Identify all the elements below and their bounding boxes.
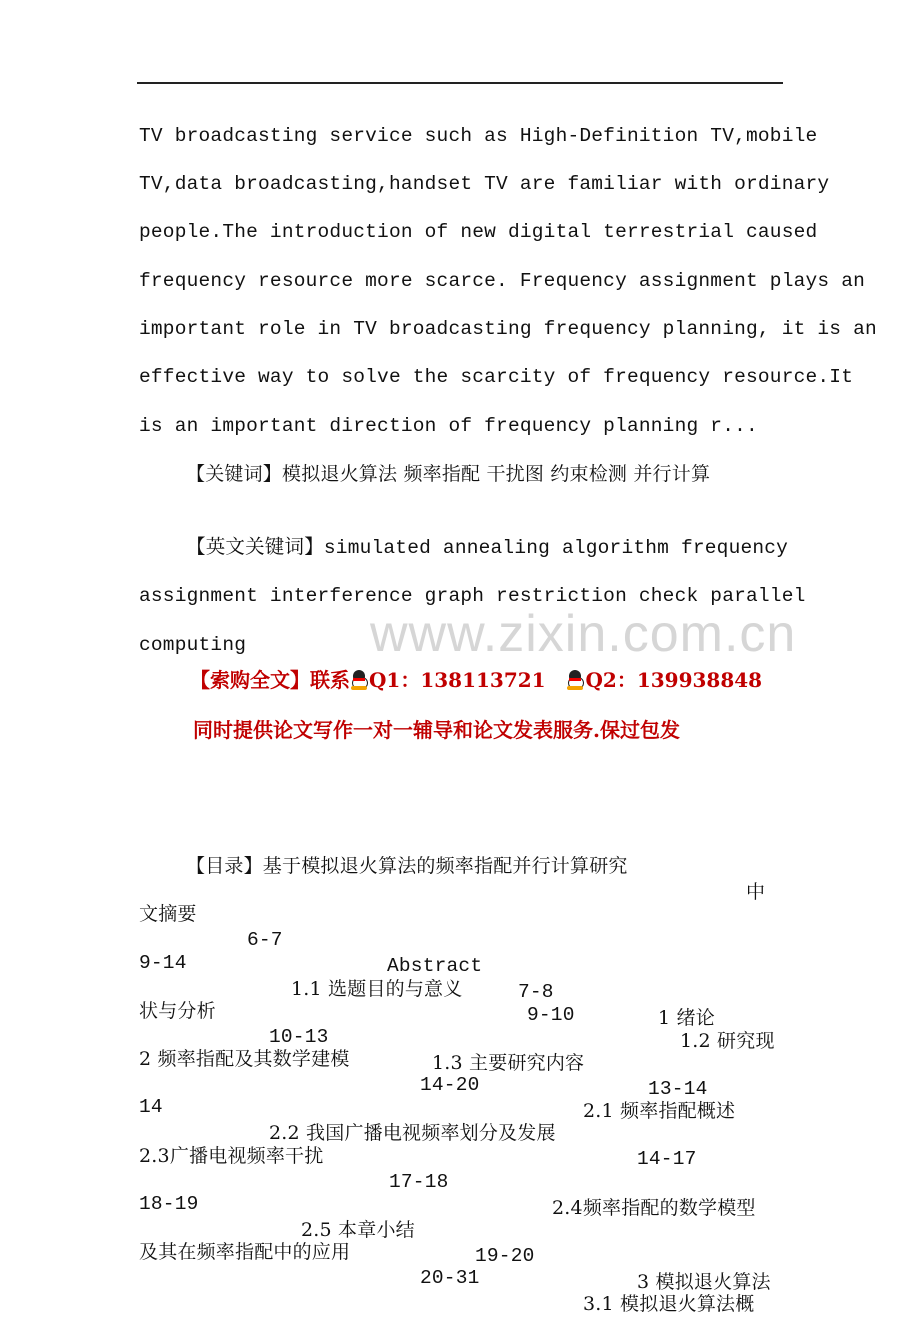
toc-entry: 3 模拟退火算法 xyxy=(637,1271,771,1293)
toc-entry: 1.2 研究现 xyxy=(680,1030,775,1052)
toc-entry: 2 频率指配及其数学建模 xyxy=(139,1048,350,1070)
keywords-line: 【关键词】模拟退火算法 频率指配 干扰图 约束检测 并行计算 xyxy=(186,463,711,485)
toc-page: 13-14 xyxy=(648,1078,708,1100)
toc-page: 14-20 xyxy=(420,1074,480,1096)
toc-page: 7-8 xyxy=(518,981,554,1003)
toc-entry: 文摘要 xyxy=(139,903,197,925)
toc-entry: 【目录】基于模拟退火算法的频率指配并行计算研究 xyxy=(186,855,628,877)
qq-penguin-icon xyxy=(566,670,584,690)
contact-service: 同时提供论文写作一对一辅导和论文发表服务.保过包发 xyxy=(193,718,680,742)
toc-entry: 3.1 模拟退火算法概 xyxy=(583,1293,755,1315)
toc-entry: 2.2 我国广播电视频率划分及发展 xyxy=(269,1122,556,1144)
toc-page: 14 xyxy=(139,1096,163,1118)
abstract-line: frequency resource more scarce. Frequency assignment plays an xyxy=(139,270,866,292)
header-rule xyxy=(137,82,783,84)
toc-entry: 1.3 主要研究内容 xyxy=(432,1052,585,1074)
en-keywords-line: computing xyxy=(139,634,247,656)
toc-page: 20-31 xyxy=(420,1267,480,1289)
toc-entry: Abstract xyxy=(387,955,483,977)
toc-page: 17-18 xyxy=(389,1171,449,1193)
contact-qq1[interactable]: Q1：138113721 xyxy=(369,668,546,692)
toc-entry: 2.1 频率指配概述 xyxy=(583,1100,736,1122)
contact-prefix: 【索购全文】联系 xyxy=(190,668,350,692)
toc-entry: 1.1 选题目的与意义 xyxy=(291,978,463,1000)
abstract-line: TV,data broadcasting,handset TV are familiar with ordinary xyxy=(139,173,830,195)
toc-page: 19-20 xyxy=(475,1245,535,1267)
toc-entry: 中 xyxy=(746,881,766,903)
toc-page: 9-14 xyxy=(139,952,187,974)
toc-entry: 及其在频率指配中的应用 xyxy=(139,1241,351,1263)
toc-page: 18-19 xyxy=(139,1193,199,1215)
toc-page: 14-17 xyxy=(637,1148,697,1170)
toc-page: 6-7 xyxy=(247,929,283,951)
watermark: www.zixin.com.cn xyxy=(370,605,797,663)
contact-line xyxy=(190,667,920,693)
toc-entry: 2.3广播电视频率干扰 xyxy=(139,1145,324,1167)
toc-entry: 状与分析 xyxy=(139,1000,216,1022)
toc-page: 9-10 xyxy=(527,1004,575,1026)
qq-penguin-icon xyxy=(350,670,368,690)
toc-entry: 2.5 本章小结 xyxy=(301,1219,415,1241)
toc-entry: 1 绪论 xyxy=(658,1007,715,1029)
en-keywords-line: 【英文关键词】simulated annealing algorithm frequency xyxy=(186,537,789,559)
toc-entry: 2.4频率指配的数学模型 xyxy=(552,1197,756,1219)
abstract-line: TV broadcasting service such as High-Definition TV,mobile xyxy=(139,125,818,147)
abstract-line: important role in TV broadcasting frequency planning, it is an xyxy=(139,318,877,340)
abstract-line: people.The introduction of new digital terrestrial caused xyxy=(139,221,818,243)
en-keywords-line: assignment interference graph restriction check parallel xyxy=(139,585,806,607)
contact-qq2[interactable]: Q2：139938848 xyxy=(585,668,763,692)
abstract-line: is an important direction of frequency planning r... xyxy=(139,415,758,437)
toc-page: 10-13 xyxy=(269,1026,329,1048)
toc-row xyxy=(0,827,920,903)
abstract-line: effective way to solve the scarcity of frequency resource.It xyxy=(139,366,854,388)
